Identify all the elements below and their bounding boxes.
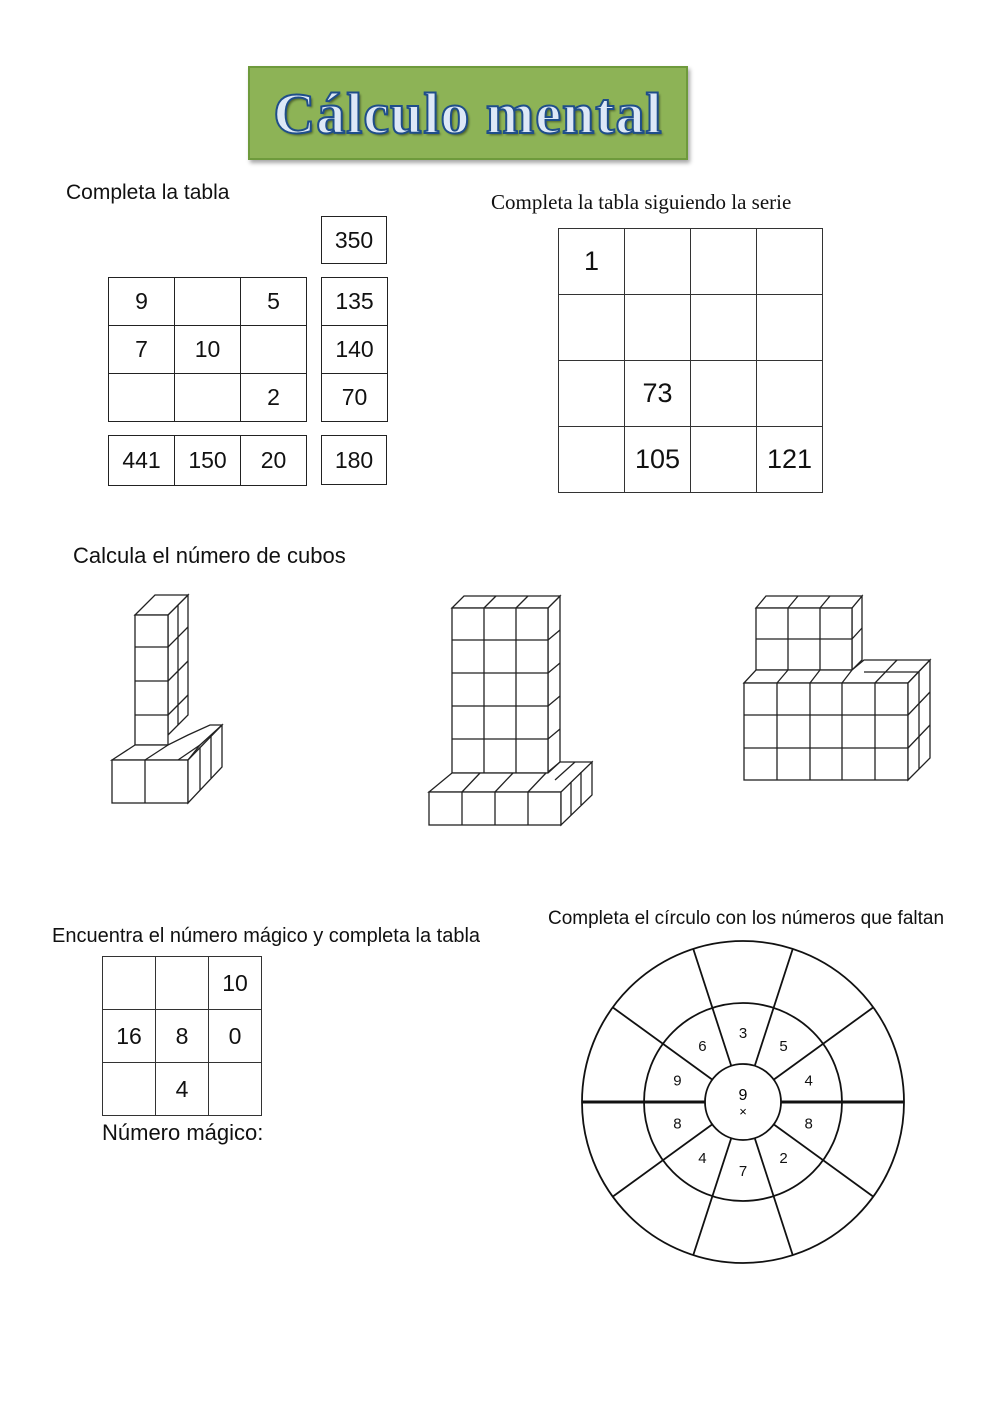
grid-cell[interactable]: 10 — [175, 326, 241, 374]
series-cell[interactable]: 121 — [757, 427, 823, 493]
magic-cell[interactable]: 10 — [209, 957, 262, 1010]
series-cell[interactable] — [625, 295, 691, 361]
section1-instruction: Completa la tabla — [66, 181, 230, 204]
row-sum-cell: 70 — [322, 374, 388, 422]
series-cell[interactable] — [691, 229, 757, 295]
inner-ring-number: 5 — [779, 1038, 788, 1056]
series-cell[interactable] — [757, 295, 823, 361]
magic-cell[interactable]: 16 — [103, 1010, 156, 1063]
row-sum-cell: 135 — [322, 278, 388, 326]
magic-square-grid — [102, 956, 262, 1116]
magic-cell[interactable] — [103, 1063, 156, 1116]
table-row — [109, 278, 307, 326]
table-row — [559, 295, 823, 361]
series-cell[interactable] — [559, 427, 625, 493]
corner-value: 180 — [334, 446, 374, 473]
grid-cell[interactable] — [175, 278, 241, 326]
wheel-spoke — [774, 1007, 874, 1079]
grid-cell[interactable]: 2 — [241, 374, 307, 422]
magic-cell[interactable] — [209, 1063, 262, 1116]
series-cell[interactable] — [757, 229, 823, 295]
series-cell[interactable] — [691, 427, 757, 493]
inner-ring-number: 2 — [779, 1149, 788, 1167]
center-number: 9 — [738, 1087, 748, 1104]
multiplication-wheel — [570, 940, 920, 1270]
page-title: Cálculo mental — [273, 80, 663, 146]
table-row — [103, 957, 262, 1010]
inner-ring-number: 3 — [738, 1025, 748, 1042]
title-banner — [248, 66, 688, 160]
table-row — [559, 361, 823, 427]
series-cell[interactable]: 73 — [625, 361, 691, 427]
column-value-cell: 150 — [175, 436, 241, 486]
table-row — [103, 1063, 262, 1116]
column-values-row — [108, 435, 307, 486]
top-value: 350 — [334, 226, 374, 253]
series-grid — [558, 228, 823, 493]
table-row — [559, 229, 823, 295]
inner-ring-number: 8 — [673, 1115, 682, 1133]
series-cell[interactable]: 1 — [559, 229, 625, 295]
section3-instruction: Calcula el número de cubos — [73, 543, 346, 568]
table-row — [109, 326, 307, 374]
series-cell[interactable] — [691, 361, 757, 427]
magic-cell[interactable]: 0 — [209, 1010, 262, 1063]
cube-figure-3 — [740, 590, 940, 785]
series-cell[interactable] — [757, 361, 823, 427]
column-value-cell: 20 — [241, 436, 307, 486]
section4-instruction: Encuentra el número mágico y completa la tabla — [52, 925, 481, 947]
table-row — [103, 1010, 262, 1063]
inner-ring-number: 9 — [673, 1072, 682, 1090]
grid-cell[interactable] — [241, 326, 307, 374]
section1-grid — [108, 277, 307, 422]
section2-instruction: Completa la tabla siguiendo la serie — [491, 190, 792, 214]
magic-cell[interactable]: 4 — [156, 1063, 209, 1116]
magic-cell[interactable]: 8 — [156, 1010, 209, 1063]
corner-value-box — [321, 435, 387, 485]
section5-instruction: Completa el círculo con los números que faltan — [548, 908, 945, 929]
grid-cell[interactable] — [109, 374, 175, 422]
inner-ring-number: 4 — [698, 1149, 707, 1167]
row-sums-column — [321, 277, 388, 422]
table-row — [109, 374, 307, 422]
magic-cell[interactable] — [103, 957, 156, 1010]
cube-figure-1 — [100, 585, 235, 810]
series-cell[interactable] — [559, 295, 625, 361]
inner-ring-number: 8 — [804, 1115, 813, 1133]
center-operator: × — [739, 1104, 747, 1119]
series-cell[interactable]: 105 — [625, 427, 691, 493]
magic-cell[interactable] — [156, 957, 209, 1010]
grid-cell[interactable]: 9 — [109, 278, 175, 326]
cube-figure-2 — [425, 590, 600, 830]
series-cell[interactable] — [625, 229, 691, 295]
column-value-cell: 441 — [109, 436, 175, 486]
grid-cell[interactable] — [175, 374, 241, 422]
top-value-box — [321, 216, 387, 264]
grid-cell[interactable]: 7 — [109, 326, 175, 374]
table-row — [559, 427, 823, 493]
row-sum-cell: 140 — [322, 326, 388, 374]
series-cell[interactable] — [559, 361, 625, 427]
series-cell[interactable] — [691, 295, 757, 361]
grid-cell[interactable]: 5 — [241, 278, 307, 326]
wheel-spoke — [774, 1124, 874, 1196]
inner-ring-number: 7 — [738, 1163, 748, 1180]
inner-ring-number: 4 — [804, 1072, 813, 1090]
inner-ring-number: 6 — [698, 1038, 707, 1056]
magic-number-label: Número mágico: — [102, 1120, 264, 1145]
